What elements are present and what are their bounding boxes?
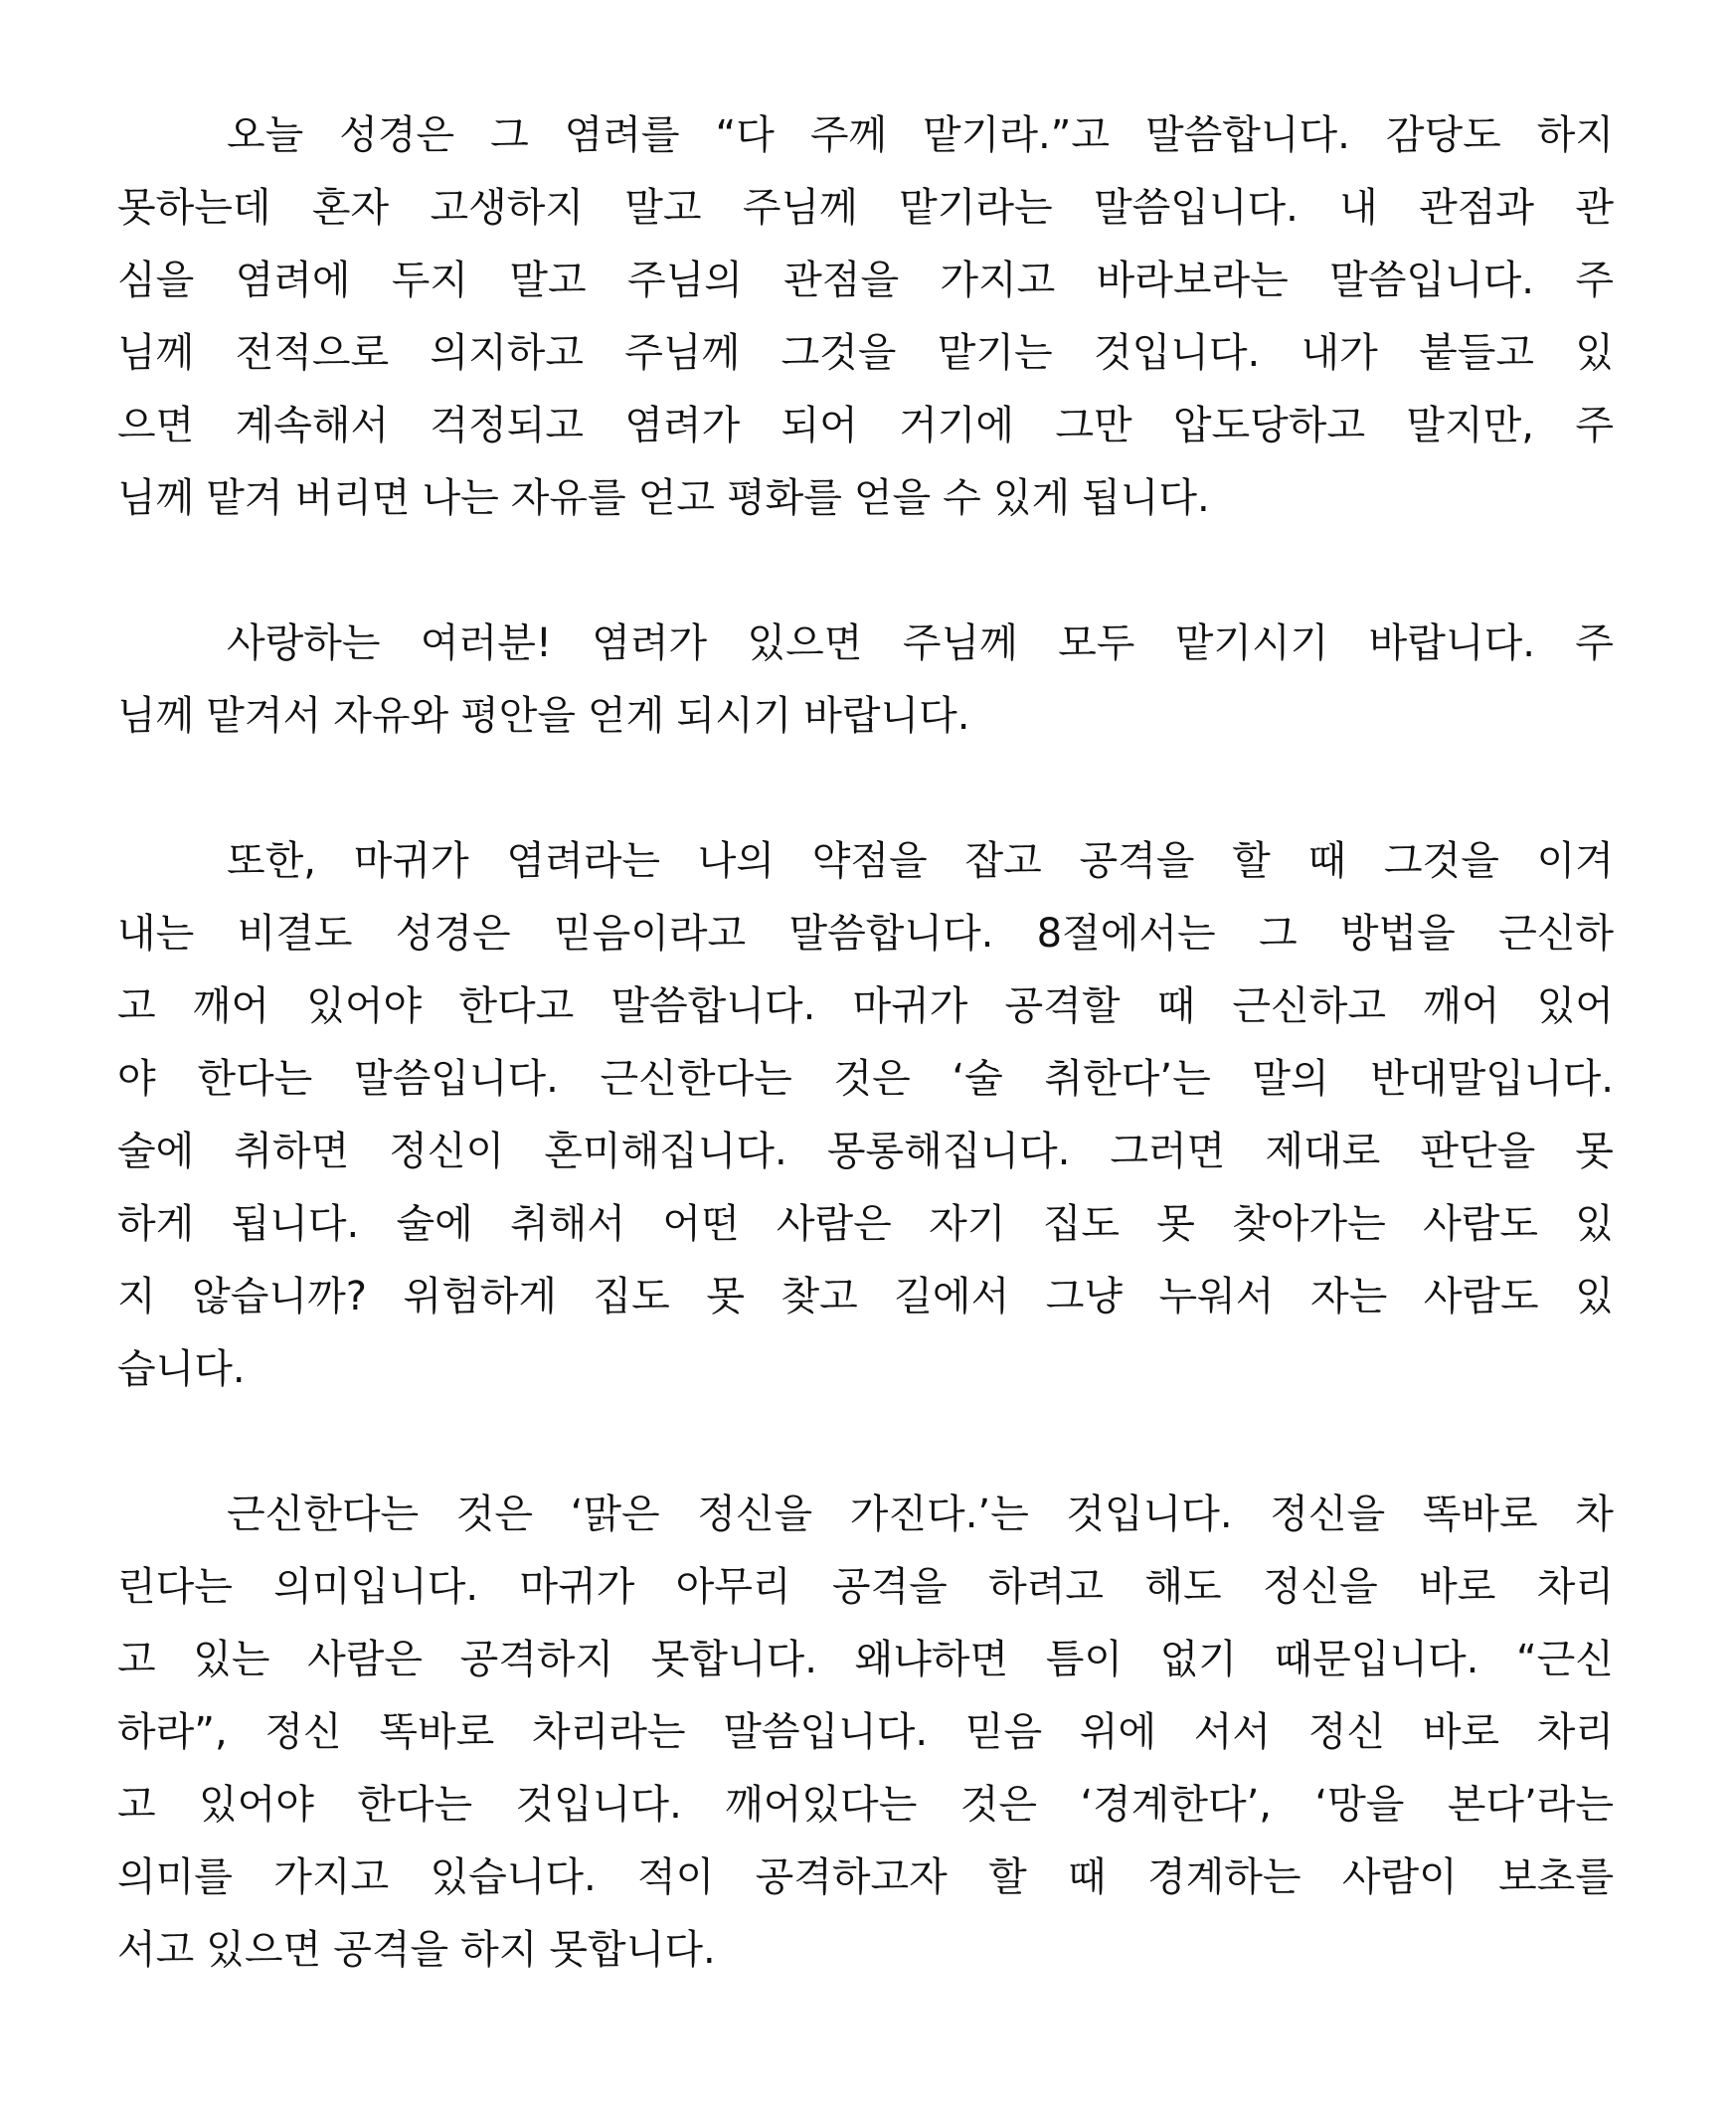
word: 취한다’는: [1044, 1056, 1211, 1102]
word: 있으면: [747, 620, 863, 666]
word: 자유와: [333, 693, 449, 739]
word: 사람은: [776, 1201, 892, 1247]
word: 말의: [1252, 1056, 1329, 1102]
text-line: [117, 462, 1614, 535]
word: 똑바로: [1422, 1492, 1538, 1537]
word: 정신: [264, 1709, 342, 1755]
word: 않습니까?: [192, 1274, 367, 1319]
word: 있어야: [198, 1782, 314, 1828]
text-line: [117, 1261, 1614, 1333]
word: 보초를: [1498, 1854, 1614, 1900]
word: 의미입니다.: [273, 1564, 479, 1610]
word: 사람도: [1423, 1201, 1538, 1247]
word: 말씀입니다.: [723, 1709, 929, 1755]
word: 주님께: [742, 185, 858, 231]
word: 내는: [117, 911, 195, 957]
word: 말씀합니다.: [610, 983, 816, 1029]
word: 자는: [1309, 1274, 1388, 1319]
word: 똑바로: [379, 1709, 495, 1755]
word: 하려고: [988, 1564, 1105, 1610]
word: 말씀합니다.: [1144, 112, 1350, 158]
word: “다: [715, 112, 775, 158]
word: 서고: [117, 1927, 195, 1973]
text-line: [117, 1479, 1614, 1551]
word: 누워서: [1158, 1274, 1275, 1319]
word: 찾아가는: [1232, 1201, 1386, 1247]
word: 주께: [809, 112, 888, 158]
text-line: [117, 680, 1614, 753]
word: 하지: [1536, 112, 1614, 158]
word: 고: [117, 983, 156, 1029]
paragraph: [117, 1479, 1614, 1987]
word: 내: [1339, 185, 1378, 231]
text-line: [117, 390, 1614, 462]
paragraph: [117, 99, 1614, 535]
word: 얻게: [588, 693, 665, 739]
word: 붙들고: [1419, 330, 1535, 376]
word: 찾고: [781, 1274, 858, 1319]
word: 못하는데: [117, 185, 271, 231]
text-line: [117, 970, 1614, 1043]
word: 때문입니다.: [1274, 1637, 1479, 1682]
word: 할: [988, 1854, 1027, 1900]
word: 심을: [117, 258, 195, 303]
word: 길에서: [894, 1274, 1010, 1319]
document-body: [117, 99, 1614, 1987]
word: 차리: [1536, 1709, 1614, 1755]
word: 자기: [929, 1201, 1006, 1247]
word: 됩니다.: [231, 1201, 360, 1247]
word: 야: [117, 1056, 156, 1102]
text-line: [117, 1842, 1614, 1914]
word: 말고: [624, 185, 702, 231]
word: 주님께: [902, 620, 1018, 666]
word: 근신하고: [1232, 983, 1386, 1029]
word: ‘망을: [1314, 1782, 1405, 1828]
word: 맡기시기: [1174, 620, 1329, 666]
word: 나는: [422, 475, 499, 521]
word: 말씀입니다.: [1329, 258, 1535, 303]
word: 사랑하는: [227, 620, 381, 666]
word: 말고: [509, 258, 587, 303]
word: 것은: [959, 1782, 1037, 1828]
word: 님께: [117, 330, 195, 376]
word: 취하면: [234, 1129, 350, 1174]
word: 평안을: [460, 693, 577, 739]
word: 못: [706, 1274, 745, 1319]
word: 믿음: [964, 1709, 1043, 1755]
word: 하게: [117, 1201, 195, 1247]
word: 수: [943, 475, 981, 521]
word: 것입니다.: [1093, 330, 1261, 376]
word: 공격하고자: [755, 1854, 948, 1900]
word: 관점을: [783, 258, 900, 303]
word: 말지만,: [1406, 403, 1535, 448]
word: 사람도: [1423, 1274, 1539, 1319]
text-line: [117, 172, 1614, 245]
text-line: [117, 825, 1614, 898]
word: 말씀합니다.: [788, 911, 994, 957]
word: “근신: [1515, 1637, 1614, 1682]
word: 근신한다는: [227, 1492, 420, 1537]
word: 때: [1068, 1854, 1107, 1900]
word: 사람은: [307, 1637, 423, 1682]
word: 바랍니다.: [803, 693, 970, 739]
word: 혼자: [311, 185, 390, 231]
text-line: [117, 608, 1614, 680]
word: 습니다.: [117, 1346, 246, 1392]
text-line: [117, 99, 1614, 172]
word: 염려를: [564, 112, 680, 158]
word: 그것을: [1383, 838, 1499, 884]
text-line: [117, 1043, 1614, 1116]
word: 깨어: [1423, 983, 1500, 1029]
word: 주님께: [624, 330, 741, 376]
word: 비결도: [237, 911, 353, 957]
word: 때: [1156, 983, 1196, 1029]
word: 반대말입니다.: [1370, 1056, 1614, 1102]
word: 한다는: [357, 1782, 473, 1828]
word: 되시기: [676, 693, 792, 739]
word: 있: [1575, 1274, 1614, 1319]
word: 한다고: [458, 983, 575, 1029]
word: 바랍니다.: [1368, 620, 1535, 666]
word: 취해서: [510, 1201, 626, 1247]
word: 것입니다.: [1066, 1492, 1233, 1537]
word: 나의: [697, 838, 776, 884]
word: 서서: [1193, 1709, 1272, 1755]
paragraph: [117, 608, 1614, 753]
word: 근신한다는: [600, 1056, 792, 1102]
word: 그것을: [781, 330, 897, 376]
word: 것은: [455, 1492, 534, 1537]
word: 린다는: [117, 1564, 233, 1610]
word: 있습니다.: [430, 1854, 597, 1900]
word: 왜냐하면: [854, 1637, 1009, 1682]
word: 하라”,: [117, 1709, 228, 1755]
word: 계속해서: [235, 403, 390, 448]
word: 위에: [1079, 1709, 1157, 1755]
word: 이겨: [1536, 838, 1614, 884]
word: 버리면: [294, 475, 411, 521]
word: 성경은: [395, 911, 511, 957]
word: 못합니다.: [549, 1927, 716, 1973]
word: 말씀입니다.: [1093, 185, 1299, 231]
word: 그만: [1055, 403, 1132, 448]
word: 관점과: [1419, 185, 1535, 231]
word: ‘술: [952, 1056, 1003, 1102]
word: 위험하게: [403, 1274, 558, 1319]
paragraph-gap: [117, 1406, 1614, 1479]
word: 정신: [1307, 1709, 1386, 1755]
word: 깨어: [192, 983, 270, 1029]
word: 맡겨: [206, 475, 283, 521]
word: 술에: [117, 1129, 195, 1174]
word: 주: [1575, 620, 1614, 666]
word: 본다’라는: [1447, 1782, 1614, 1828]
word: 적이: [637, 1854, 715, 1900]
word: 해도: [1144, 1564, 1222, 1610]
word: 님께: [117, 475, 195, 521]
word: 있게: [992, 475, 1071, 521]
word: 말씀입니다.: [353, 1056, 559, 1102]
word: 공격을: [333, 1927, 449, 1973]
word: 있: [1575, 330, 1614, 376]
word: 제대로: [1265, 1129, 1381, 1174]
word: 염려가: [592, 620, 708, 666]
paragraph-gap: [117, 753, 1614, 825]
word: 아무리: [675, 1564, 791, 1610]
word: 내가: [1301, 330, 1378, 376]
word: 감당도: [1385, 112, 1501, 158]
word: 하지: [460, 1927, 538, 1973]
word: 틈이: [1045, 1637, 1123, 1682]
word: 있으면: [206, 1927, 322, 1973]
text-line: [117, 1624, 1614, 1696]
word: 바로: [1422, 1709, 1499, 1755]
word: 주: [1575, 258, 1614, 303]
word: 가지고: [273, 1854, 390, 1900]
word: 맡기는: [937, 330, 1053, 376]
word: 차리: [1536, 1564, 1614, 1610]
word: 의지하고: [430, 330, 584, 376]
word: 얻고: [637, 475, 715, 521]
word: 여러분!: [420, 620, 552, 666]
word: 마귀가: [353, 838, 469, 884]
word: 때: [1307, 838, 1347, 884]
word: 의미를: [117, 1854, 233, 1900]
word: 공격을: [831, 1564, 948, 1610]
text-line: [117, 1769, 1614, 1842]
word: 님께: [117, 693, 195, 739]
word: 주: [1575, 403, 1614, 448]
word: 있어야: [306, 983, 423, 1029]
word: 고생하지: [430, 185, 584, 231]
word: 못: [1156, 1201, 1195, 1247]
text-line: [117, 1551, 1614, 1624]
paragraph-gap: [117, 535, 1614, 608]
word: 집도: [593, 1274, 670, 1319]
word: 또한,: [227, 838, 316, 884]
word: 바라보라는: [1096, 258, 1289, 303]
word: 방법을: [1339, 911, 1456, 957]
word: 고: [117, 1637, 156, 1682]
word: 성경은: [339, 112, 455, 158]
word: 마귀가: [519, 1564, 635, 1610]
word: 한다는: [197, 1056, 313, 1102]
word: 평화를: [726, 475, 842, 521]
word: 그: [490, 112, 529, 158]
word: 사람이: [1341, 1854, 1458, 1900]
word: ‘맑은: [570, 1492, 660, 1537]
word: 고: [117, 1782, 156, 1828]
word: 으면: [117, 403, 195, 448]
word: 공격을: [1079, 838, 1195, 884]
word: 차리라는: [531, 1709, 686, 1755]
word: 오늘: [227, 112, 304, 158]
word: 차: [1575, 1492, 1614, 1537]
word: 약점을: [811, 838, 928, 884]
word: 없기: [1159, 1637, 1237, 1682]
word: 지: [117, 1274, 156, 1319]
word: 정신을: [1270, 1492, 1386, 1537]
word: 것은: [833, 1056, 911, 1102]
word: 그: [1258, 911, 1298, 957]
paragraph: [117, 825, 1614, 1406]
text-line: [117, 1333, 1614, 1406]
text-line: [117, 1696, 1614, 1769]
word: 몽롱해집니다.: [826, 1129, 1071, 1174]
word: 8절에서는: [1036, 911, 1216, 957]
word: 자유를: [510, 475, 626, 521]
text-line: [117, 245, 1614, 317]
word: 것입니다.: [515, 1782, 682, 1828]
text-line: [117, 317, 1614, 390]
word: 믿음이라고: [553, 911, 747, 957]
word: 염려라는: [506, 838, 660, 884]
word: 관: [1575, 185, 1614, 231]
word: 잡고: [964, 838, 1042, 884]
text-line: [117, 898, 1614, 970]
word: 있는: [193, 1637, 270, 1682]
word: 경계하는: [1146, 1854, 1302, 1900]
word: 집도: [1042, 1201, 1120, 1247]
word: 되어: [781, 403, 858, 448]
word: 거기에: [899, 403, 1015, 448]
word: 바로: [1419, 1564, 1496, 1610]
word: 못합니다.: [650, 1637, 817, 1682]
word: 있: [1575, 1201, 1614, 1247]
word: 맡기라는: [899, 185, 1053, 231]
word: 정신이: [389, 1129, 505, 1174]
word: 그냥: [1045, 1274, 1124, 1319]
word: 혼미해집니다.: [544, 1129, 787, 1174]
word: 공격하지: [459, 1637, 614, 1682]
word: 못: [1575, 1129, 1614, 1174]
word: 두지: [391, 258, 469, 303]
word: 그러면: [1110, 1129, 1226, 1174]
word: 정신을: [697, 1492, 813, 1537]
word: 근신하: [1498, 911, 1614, 957]
word: 정신을: [1262, 1564, 1378, 1610]
word: ‘경계한다’,: [1080, 1782, 1273, 1828]
word: 마귀가: [852, 983, 968, 1029]
word: 모두: [1058, 620, 1135, 666]
word: 있어: [1536, 983, 1614, 1029]
word: 술에: [396, 1201, 473, 1247]
word: 주님의: [626, 258, 743, 303]
word: 가진다.’는: [849, 1492, 1029, 1537]
word: 깨어있다는: [725, 1782, 918, 1828]
text-line: [117, 1116, 1614, 1188]
word: 걱정되고: [430, 403, 584, 448]
word: 판단을: [1420, 1129, 1536, 1174]
word: 전적으로: [235, 330, 390, 376]
word: 염려가: [624, 403, 741, 448]
word: 할: [1232, 838, 1271, 884]
word: 얻을: [853, 475, 932, 521]
word: 염려에: [235, 258, 351, 303]
word: 가지고: [940, 258, 1056, 303]
word: 압도당하고: [1172, 403, 1366, 448]
word: 맡겨서: [206, 693, 322, 739]
word: 됩니다.: [1082, 475, 1210, 521]
text-line: [117, 1188, 1614, 1261]
word: 맡기라.”고: [923, 112, 1111, 158]
word: 어떤: [662, 1201, 740, 1247]
text-line: [117, 1914, 1614, 1987]
word: 공격할: [1004, 983, 1121, 1029]
